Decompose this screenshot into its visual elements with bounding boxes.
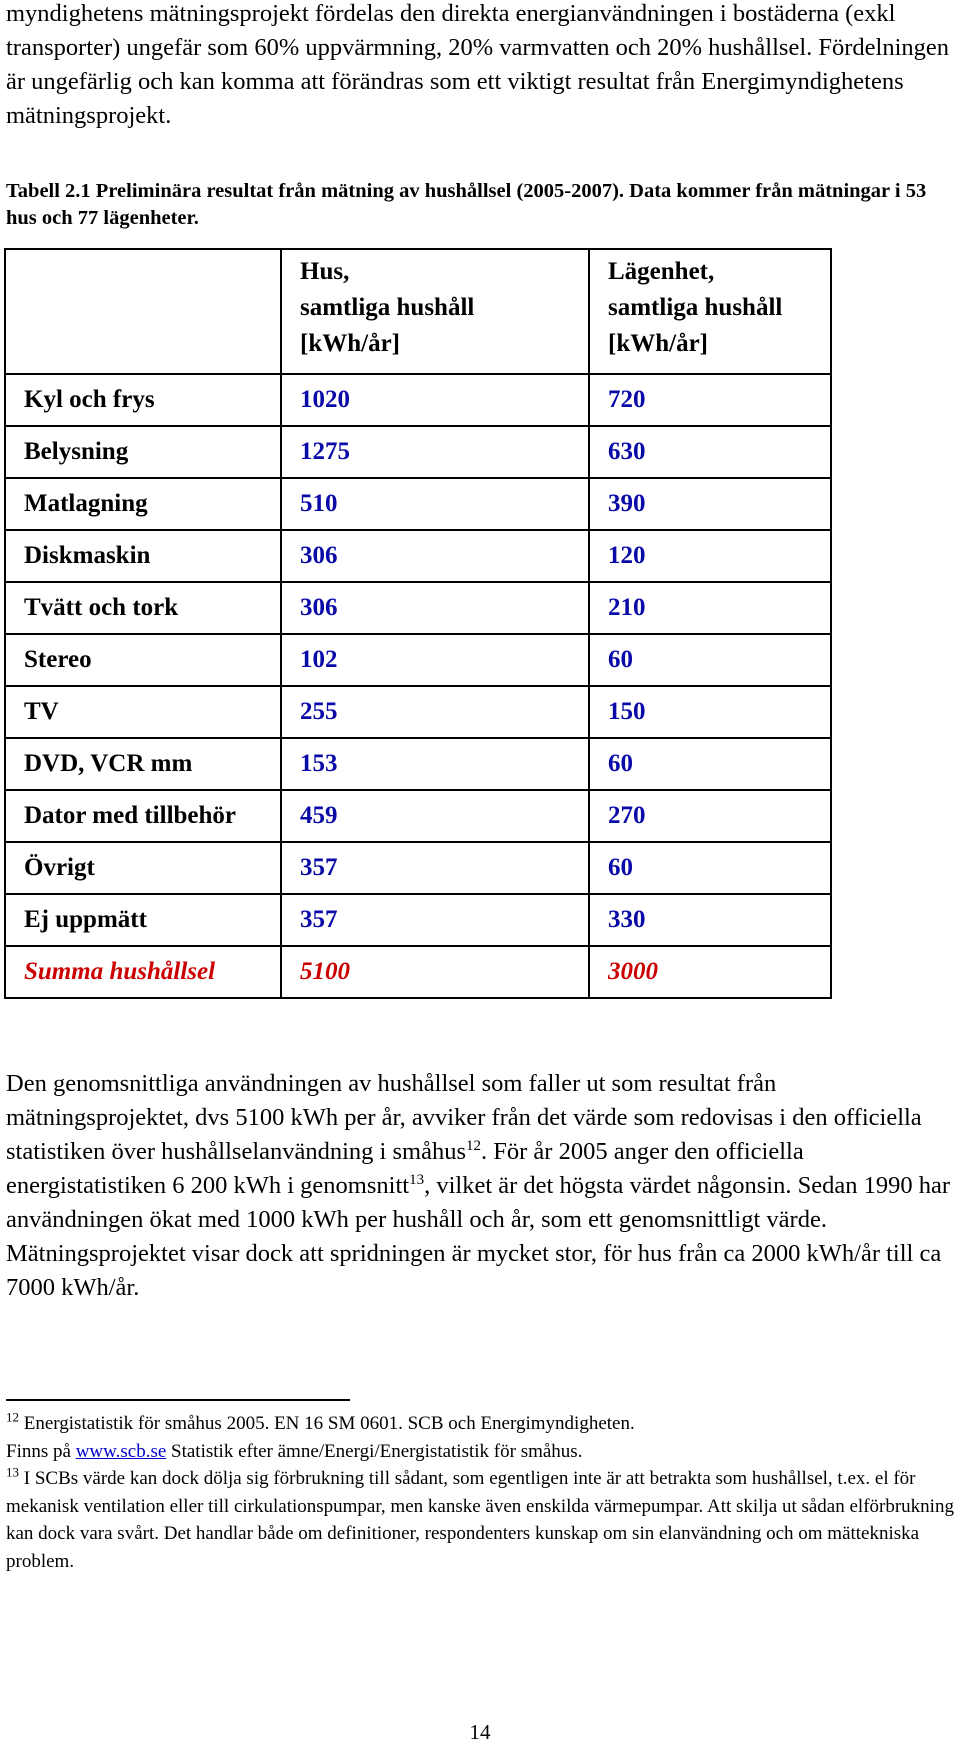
hus-value: 153	[281, 738, 589, 790]
table-row	[5, 842, 831, 894]
table-caption: Tabell 2.1 Preliminära resultat från mätning av hushållsel (2005-2007). Data kommer från mätningar i 53 hus och 77 lägenheter.	[6, 180, 927, 229]
table-row	[5, 790, 831, 842]
table-row	[5, 582, 831, 634]
table-row	[5, 738, 831, 790]
table-row	[5, 686, 831, 738]
row-label: Belysning	[5, 426, 281, 478]
energy-table	[4, 248, 832, 999]
header-hus-line3: [kWh/år]	[300, 330, 400, 357]
table-row	[5, 530, 831, 582]
page-number: 14	[469, 1720, 491, 1744]
lgh-value: 630	[589, 426, 831, 478]
table-row	[5, 478, 831, 530]
header-blank	[5, 249, 281, 374]
scb-link[interactable]: www.scb.se	[75, 1440, 167, 1462]
hus-value: 255	[281, 686, 589, 738]
header-lgh-line3: [kWh/år]	[608, 330, 708, 357]
footnote-13	[6, 1465, 956, 1575]
table-row	[5, 634, 831, 686]
lgh-value: 330	[589, 894, 831, 946]
hus-value: 357	[281, 894, 589, 946]
header-lagenhet	[589, 249, 831, 374]
table-row	[5, 426, 831, 478]
footnote-12-line2-post: Statistik efter ämne/Energi/Energistatistik för småhus.	[166, 1440, 583, 1462]
lgh-value: 270	[589, 790, 831, 842]
body-text-part1: Den genomsnittliga användningen av hushållsel som faller ut som resultat från mätningsprojektet, dvs 5100 kWh per år, avviker från det värde som redovisas i den officiella statistiken över hushållselanvändning i småhus	[6, 1070, 922, 1165]
header-lgh-line1: Lägenhet,	[608, 258, 715, 285]
table-row	[5, 374, 831, 426]
hus-value: 1275	[281, 426, 589, 478]
footnote-13-number: 13	[6, 1464, 19, 1480]
sum-hus-value: 5100	[281, 946, 589, 998]
footnote-12-number: 12	[6, 1409, 19, 1425]
footnote-12-line2-pre: Finns på	[6, 1440, 76, 1462]
intro-paragraph: myndighetens mätningsprojekt fördelas den direkta energianvändningen i bostäderna (exkl transporter) ungefär som 60% uppvärmning, 20% varmvatten och 20% hushållsel. Fördelningen är ungefärlig och kan komma att förändras som ett viktigt resultat från Energimyndighetens mätningsprojekt.	[6, 0, 950, 129]
row-label: Ej uppmätt	[5, 894, 281, 946]
lgh-value: 60	[589, 842, 831, 894]
header-hus-line2: samtliga hushåll	[300, 294, 475, 321]
row-label: Stereo	[5, 634, 281, 686]
footnote-ref-13: 13	[409, 1171, 425, 1188]
lgh-value: 210	[589, 582, 831, 634]
lgh-value: 120	[589, 530, 831, 582]
hus-value: 306	[281, 582, 589, 634]
body-paragraph	[6, 1067, 956, 1305]
footnote-12	[6, 1410, 956, 1465]
table-row	[5, 894, 831, 946]
row-label: DVD, VCR mm	[5, 738, 281, 790]
sum-lgh-value: 3000	[589, 946, 831, 998]
body-text-part3: , vilket är det högsta värdet någonsin. Sedan 1990 har användningen ökat med 1000 kWh per hushåll och år, som ett genomsnittligt värde. Mätningsprojektet visar dock att spridningen är mycket stor, för hus från ca 2000 kWh/år till ca 7000 kWh/år.	[6, 1172, 951, 1301]
lgh-value: 390	[589, 478, 831, 530]
footnote-12-text: Energistatistik för småhus 2005. EN 16 SM 0601. SCB och Energimyndigheten.	[19, 1413, 635, 1434]
header-lgh-line2: samtliga hushåll	[608, 294, 783, 321]
table-sum-row	[5, 946, 831, 998]
row-label: Dator med tillbehör	[5, 790, 281, 842]
row-label: Tvätt och tork	[5, 582, 281, 634]
hus-value: 510	[281, 478, 589, 530]
row-label: Matlagning	[5, 478, 281, 530]
row-label: Kyl och frys	[5, 374, 281, 426]
footnote-separator	[6, 1399, 350, 1401]
row-label: Övrigt	[5, 842, 281, 894]
lgh-value: 60	[589, 738, 831, 790]
header-hus	[281, 249, 589, 374]
sum-label: Summa hushållsel	[5, 946, 281, 998]
row-label: Diskmaskin	[5, 530, 281, 582]
footnote-ref-12: 12	[466, 1137, 481, 1154]
table-header-row	[5, 249, 831, 374]
footnote-13-text: I SCBs värde kan dock dölja sig förbrukning till sådant, som egentligen inte är att betrakta som hushållsel, t.ex. el för mekanisk ventilation eller till cirkulationspumpar, men kanske även enskilda värmepumpar. Att skilja ut sådan elförbrukning kan dock vara svårt. Det handlar både om definitioner, respondenters kunskap om sin elanvändning och om mättekniska problem.	[6, 1468, 954, 1572]
body-text-part2: . För år 2005 anger den officiella energistatistiken 6 200 kWh i genomsnitt	[6, 1138, 804, 1199]
hus-value: 357	[281, 842, 589, 894]
hus-value: 459	[281, 790, 589, 842]
hus-value: 306	[281, 530, 589, 582]
header-hus-line1: Hus,	[300, 258, 350, 285]
row-label: TV	[5, 686, 281, 738]
lgh-value: 150	[589, 686, 831, 738]
hus-value: 102	[281, 634, 589, 686]
lgh-value: 60	[589, 634, 831, 686]
hus-value: 1020	[281, 374, 589, 426]
lgh-value: 720	[589, 374, 831, 426]
